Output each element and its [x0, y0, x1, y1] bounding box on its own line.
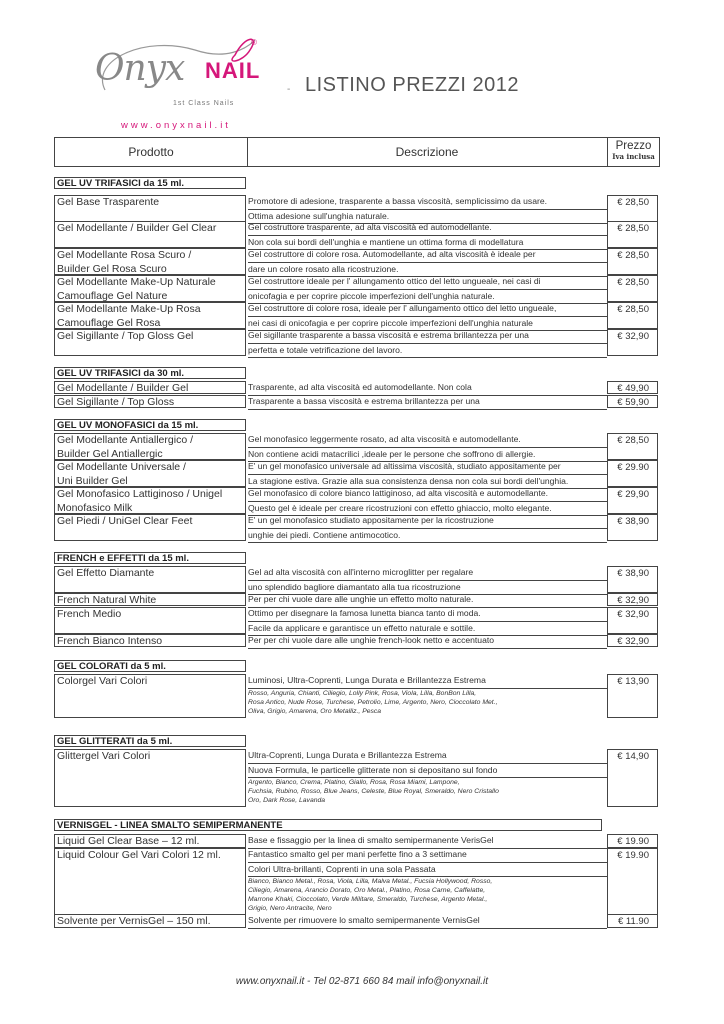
- description-cell: [246, 674, 607, 716]
- price-cell: € 32,90: [607, 329, 658, 356]
- description-line: Questo gel è ideale per creare ricostruzioni con effetto ghiaccio, molto elegante.: [248, 502, 607, 517]
- product-cell: [54, 395, 246, 408]
- description-line: Nuova Formula, le particelle glitterate non si depositano sul fondo: [248, 764, 607, 779]
- price-cell: € 19.90: [607, 834, 658, 848]
- product-cell: [54, 460, 246, 487]
- color-list-line: Oro, Dark Rose, Lavanda: [248, 797, 326, 804]
- section-title: GEL UV TRIFASICI da 30 ml.: [54, 367, 246, 379]
- price-cell: € 49,90: [607, 381, 658, 394]
- description-line: Ultra-Coprenti, Lunga Durata e Brillantezza Estrema: [248, 749, 607, 764]
- product-name: Gel Modellante Make-Up Rosa: [57, 303, 201, 315]
- price-cell: € 38,90: [607, 514, 658, 541]
- product-cell: [54, 195, 246, 222]
- color-list-line: Fuchsia, Rubino, Rosso, Blue Jeans, Celeste, Blue Royal, Smeraldo, Nero Cristallo: [248, 788, 499, 795]
- product-name: French Natural White: [57, 594, 157, 606]
- product-name: Monofasico Milk: [57, 501, 133, 514]
- product-name: Glittergel Vari Colori: [57, 750, 151, 762]
- section-title: GEL GLITTERATI da 5 ml.: [54, 735, 246, 747]
- description-line: Luminosi, Ultra-Coprenti, Lunga Durata e Brillantezza Estrema: [248, 674, 607, 689]
- product-name: Builder Gel Rosa Scuro: [57, 262, 167, 275]
- table-header: [54, 137, 660, 167]
- product-name: Liquid Colour Gel Vari Colori 12 ml.: [57, 849, 221, 861]
- description-line: Gel costruttore ideale per l' allungamento ottico del letto ungueale, nei casi di: [248, 275, 607, 290]
- product-name: Gel Base Trasparente: [57, 196, 160, 208]
- description-line: Promotore di adesione, trasparente a bassa viscosità, semplicissimo da usare.: [248, 195, 607, 210]
- description-line: Ottimo per disegnare la famosa lunetta bianca tanto di moda.: [248, 607, 607, 622]
- description-line: Gel ad alta viscosità con all'interno microglitter per regalare: [248, 566, 607, 581]
- description-line: dare un colore rosato alla ricostruzione.: [248, 263, 607, 278]
- product-name: French Medio: [57, 608, 122, 620]
- header-description: Descrizione: [247, 138, 608, 166]
- description-cell: [246, 514, 607, 543]
- product-name: Gel Sigillante / Top Gloss Gel: [57, 330, 194, 342]
- description-line: Gel monofasico di colore bianco lattiginoso, ad alta viscosità e automodellante.: [248, 487, 607, 502]
- description-line: Per per chi vuole dare alle unghie french-look netto e accentuato: [248, 634, 607, 649]
- logo-tagline: 1st Class Nails: [173, 100, 235, 107]
- product-cell: [54, 275, 246, 302]
- description-cell: [246, 749, 607, 805]
- price-cell: € 19.90: [607, 848, 658, 928]
- price-cell: € 29,90: [607, 487, 658, 514]
- product-cell: [54, 674, 246, 718]
- description-cell: [246, 433, 607, 462]
- product-cell: [54, 487, 246, 514]
- product-cell: [54, 749, 246, 807]
- price-cell: € 28,50: [607, 195, 658, 222]
- description-line: Base e fissaggio per la linea di smalto semipermanente VerisGel: [248, 834, 607, 849]
- price-cell: € 28,50: [607, 433, 658, 460]
- product-name: Gel Modellante Make-Up Naturale: [57, 276, 216, 288]
- description-line: Ottima adesione sull'unghia naturale.: [248, 210, 607, 225]
- product-cell: [54, 834, 246, 848]
- product-cell: [54, 221, 246, 248]
- price-cell: € 59,90: [607, 395, 658, 408]
- color-list-line: Argento, Bianco, Crema, Platino, Giallo, Rosa, Rosa Miami, Lampone,: [248, 779, 460, 786]
- price-cell: € 32,90: [607, 593, 658, 606]
- product-name: Camouflage Gel Rosa: [57, 316, 161, 329]
- color-list-line: Oliva, Grigio, Amarena, Oro Metalliz., Pesca: [248, 707, 382, 715]
- header-price-label: Prezzo: [615, 140, 652, 152]
- description-line: Gel costruttore di colore rosa, ideale per l' allungamento ottico del letto ungueale,: [248, 302, 607, 317]
- description-cell: [246, 566, 607, 595]
- product-name: Gel Effetto Diamante: [57, 567, 155, 579]
- price-cell: € 14,90: [607, 749, 658, 807]
- title-dot: -: [287, 84, 291, 95]
- product-cell: [54, 634, 246, 647]
- price-cell: € 28,50: [607, 248, 658, 275]
- page-title: LISTINO PREZZI 2012: [305, 74, 520, 96]
- description-cell: [246, 275, 607, 304]
- description-line: E' un gel monofasico universale ad altissima viscosità, studiato appositamente per: [248, 460, 607, 475]
- product-name: Gel Monofasico Lattiginoso / Unigel: [57, 488, 223, 500]
- description-cell: [246, 634, 607, 649]
- price-cell: € 28,50: [607, 275, 658, 302]
- description-cell: [246, 914, 607, 929]
- description-cell: [246, 607, 607, 636]
- brand-logo: [85, 30, 275, 140]
- color-list-line: Bianco, Bianco Metal., Rosa, Viola, Lilla, Malva Metal., Fucsia Hollywood, Rosso,: [248, 878, 493, 885]
- price-cell: € 28,50: [607, 302, 658, 329]
- section-title: FRENCH e EFFETTI da 15 ml.: [54, 552, 246, 564]
- product-cell: [54, 433, 246, 460]
- section-title: GEL UV TRIFASICI da 15 ml.: [54, 177, 246, 189]
- description-line: unghie dei piedi. Contiene antimocotico.: [248, 529, 607, 544]
- product-cell: [54, 914, 246, 928]
- description-line: Gel sigillante trasparente a bassa viscosità e estrema brillantezza per una: [248, 329, 607, 344]
- price-cell: € 13,90: [607, 674, 658, 718]
- description-line: Facile da applicare e garantisce un effetto naturale e sottile.: [248, 622, 607, 637]
- description-cell: [246, 381, 607, 396]
- price-cell: € 29.90: [607, 460, 658, 487]
- description-cell: [246, 460, 607, 489]
- header-product: Prodotto: [55, 138, 248, 166]
- description-cell: [246, 848, 607, 913]
- section-title: VERNISGEL - LINEA SMALTO SEMIPERMANENTE: [54, 819, 602, 831]
- description-line: E' un gel monofasico studiato appositamente per la ricostruzione: [248, 514, 607, 529]
- description-cell: [246, 593, 607, 608]
- description-line: Trasparente a bassa viscosità e estrema brillantezza per una: [248, 395, 607, 410]
- description-line: Solvente per rimuovere lo smalto semipermanente VernisGel: [248, 914, 607, 929]
- color-list-line: Marrone Khaki, Cioccolato, Verde Militare, Smeraldo, Turchese, Argento Metal.,: [248, 896, 488, 903]
- description-line: Gel costruttore di colore rosa. Automodellante, ad alta viscosità è ideale per: [248, 248, 607, 263]
- price-cell: € 32,90: [607, 634, 658, 647]
- product-name: French Bianco Intenso: [57, 635, 163, 647]
- product-name: Gel Modellante Universale /: [57, 461, 186, 473]
- product-name: Gel Modellante Antiallergico /: [57, 434, 193, 446]
- product-name: Gel Modellante / Builder Gel Clear: [57, 222, 217, 234]
- section-title: GEL UV MONOFASICI da 15 ml.: [54, 419, 246, 431]
- description-line: Non contiene acidi matacrilici ,ideale per le persone che soffrono di allergie.: [248, 448, 607, 463]
- description-cell: [246, 195, 607, 224]
- description-cell: [246, 834, 607, 849]
- logo-url: www.onyxnail.it: [121, 120, 231, 131]
- product-cell: [54, 329, 246, 356]
- description-cell: [246, 487, 607, 516]
- product-cell: [54, 514, 246, 541]
- footer: www.onyxnail.it - Tel 02-871 660 84 mail info@onyxnail.it: [235, 976, 489, 987]
- product-cell: [54, 248, 246, 275]
- product-name: Camouflage Gel Nature: [57, 289, 168, 302]
- header-price-note: Iva inclusa: [612, 152, 655, 161]
- description-cell: [246, 302, 607, 331]
- price-cell: € 28,50: [607, 221, 658, 248]
- color-list-line: Rosso, Anguria, Chianti, Ciliegio, Lolly Pink, Rosa, Viola, Lilla, BonBon Lilla,: [248, 689, 477, 697]
- color-list-line: Ciliegio, Amarena, Arancio Dorato, Oro Metal., Platino, Rosa Carne, Caffelatte,: [248, 887, 486, 894]
- logo-registered: ®: [251, 38, 257, 47]
- product-name: Gel Sigillante / Top Gloss: [57, 396, 175, 408]
- description-line: Per per chi vuole dare alle unghie un effetto molto naturale.: [248, 593, 607, 608]
- logo-nail: NAIL: [205, 58, 261, 83]
- description-cell: [246, 395, 607, 410]
- description-line: Gel monofasico leggermente rosato, ad alta viscosità e automodellante.: [248, 433, 607, 448]
- description-line: perfetta e totale vetrificazione del lavoro.: [248, 344, 607, 359]
- section-title: GEL COLORATI da 5 ml.: [54, 660, 246, 672]
- product-name: Colorgel Vari Colori: [57, 675, 148, 687]
- logo-word: Onyx: [95, 48, 185, 89]
- description-cell: [246, 221, 607, 250]
- price-cell: € 38,90: [607, 566, 658, 593]
- description-line: Non cola sui bordi dell'unghia e mantiene un ottima forma di modellatura: [248, 236, 607, 251]
- description-line: Fantastico smalto gel per mani perfette fino a 3 settimane: [248, 848, 607, 863]
- price-cell: € 11.90: [607, 914, 658, 928]
- product-name: Gel Modellante / Builder Gel: [57, 382, 189, 394]
- description-cell: [246, 329, 607, 358]
- product-cell: [54, 381, 246, 394]
- product-name: Solvente per VernisGel – 150 ml.: [57, 915, 211, 927]
- product-name: Liquid Gel Clear Base – 12 ml.: [57, 835, 200, 847]
- product-name: Gel Modellante Rosa Scuro /: [57, 249, 192, 261]
- header-price: [608, 138, 659, 166]
- product-cell: [54, 607, 246, 634]
- product-cell: [54, 593, 246, 606]
- description-line: nei casi di onicofagia e per coprire piccole imperfezioni dell'unghia naturale: [248, 317, 607, 332]
- description-cell: [246, 248, 607, 277]
- description-line: onicofagia e per coprire piccole imperfezioni dell'unghia naturale.: [248, 290, 607, 305]
- description-line: Gel costruttore trasparente, ad alta viscosità ed automodellante.: [248, 221, 607, 236]
- color-list-line: Grigio, Nero Antracite, Nero: [248, 905, 332, 912]
- description-line: uno splendido bagliore diamantato alla tua ricostruzione: [248, 581, 607, 596]
- description-line: La stagione estiva. Grazie alla sua consistenza densa non cola sui bordi dell'unghia.: [248, 475, 607, 490]
- product-name: Gel Piedi / UniGel Clear Feet: [57, 515, 193, 527]
- description-line: Trasparente, ad alta viscosità ed automodellante. Non cola: [248, 381, 607, 396]
- product-cell: [54, 566, 246, 593]
- color-list-line: Rosa Antico, Nude Rose, Turchese, Petrolio, Lime, Argento, Nero, Cioccolato Met.,: [248, 698, 498, 706]
- description-line: Colori Ultra-brillanti, Coprenti in una sola Passata: [248, 863, 607, 878]
- price-cell: € 32,90: [607, 607, 658, 634]
- product-name: Uni Builder Gel: [57, 474, 128, 487]
- product-name: Builder Gel Antiallergic: [57, 447, 163, 460]
- product-cell: [54, 302, 246, 329]
